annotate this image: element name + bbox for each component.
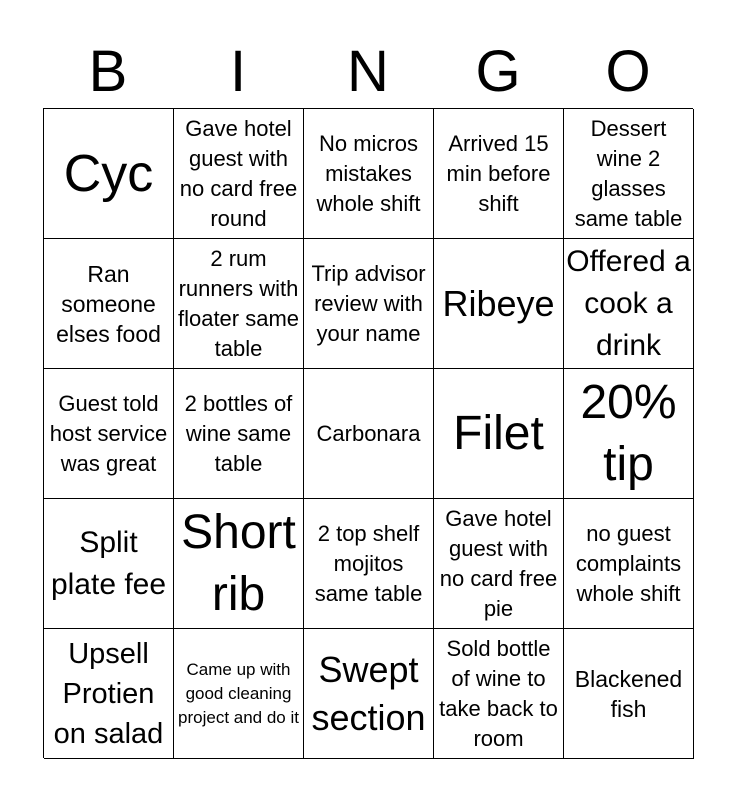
- bingo-cell[interactable]: Arrived 15 min before shift: [434, 109, 564, 239]
- header-letter-i: I: [229, 39, 247, 104]
- bingo-cell[interactable]: 2 top shelf mojitos same table: [304, 499, 434, 629]
- bingo-cell[interactable]: Split plate fee: [44, 499, 174, 629]
- bingo-cell[interactable]: No micros mistakes whole shift: [304, 109, 434, 239]
- bingo-cell[interactable]: Came up with good cleaning project and do it: [174, 629, 304, 759]
- bingo-cell[interactable]: Swept section: [304, 629, 434, 759]
- bingo-header: [43, 36, 693, 108]
- bingo-cell[interactable]: Ran someone elses food: [44, 239, 174, 369]
- bingo-cell[interactable]: Carbonara: [304, 369, 434, 499]
- bingo-cell[interactable]: Dessert wine 2 glasses same table: [564, 109, 694, 239]
- header-letter-o: O: [605, 39, 651, 104]
- bingo-cell[interactable]: Offered a cook a drink: [564, 239, 694, 369]
- header-letter-b: B: [88, 39, 128, 104]
- bingo-cell[interactable]: Gave hotel guest with no card free round: [174, 109, 304, 239]
- bingo-cell[interactable]: Upsell Protien on salad: [44, 629, 174, 759]
- bingo-cell[interactable]: Filet: [434, 369, 564, 499]
- bingo-cell[interactable]: no guest complaints whole shift: [564, 499, 694, 629]
- bingo-cell[interactable]: Short rib: [174, 499, 304, 629]
- bingo-cell[interactable]: 2 bottles of wine same table: [174, 369, 304, 499]
- bingo-grid: [43, 108, 693, 758]
- bingo-cell[interactable]: Gave hotel guest with no card free pie: [434, 499, 564, 629]
- bingo-cell[interactable]: Sold bottle of wine to take back to room: [434, 629, 564, 759]
- header-letter-g: G: [475, 39, 521, 104]
- bingo-cell[interactable]: Guest told host service was great: [44, 369, 174, 499]
- bingo-cell[interactable]: Trip advisor review with your name: [304, 239, 434, 369]
- bingo-cell[interactable]: 2 rum runners with floater same table: [174, 239, 304, 369]
- bingo-cell[interactable]: Blackened fish: [564, 629, 694, 759]
- bingo-cell[interactable]: 20% tip: [564, 369, 694, 499]
- bingo-cell[interactable]: Ribeye: [434, 239, 564, 369]
- bingo-cell[interactable]: Cyc: [44, 109, 174, 239]
- header-letter-n: N: [347, 39, 389, 104]
